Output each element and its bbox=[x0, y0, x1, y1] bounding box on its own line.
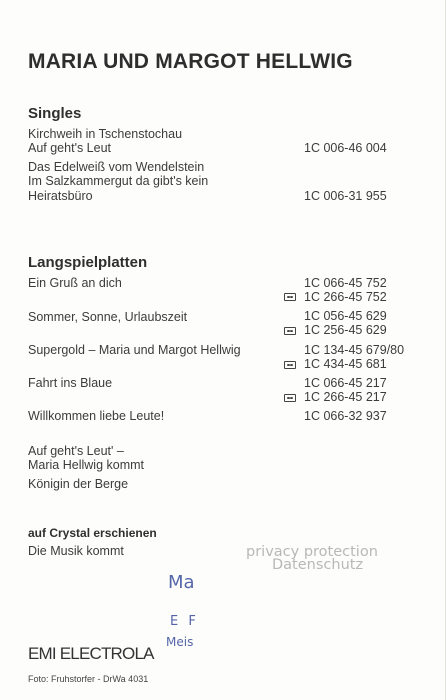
lp-4-cassette: 1C 266-45 217 bbox=[304, 390, 387, 404]
lp-extra-line-1: Auf geht's Leut' – bbox=[28, 444, 124, 458]
cassette-icon bbox=[284, 293, 296, 301]
single-2-line-1: Das Edelweiß vom Wendelstein bbox=[28, 160, 205, 174]
lp-1-catalog: 1C 066-45 752 bbox=[304, 276, 387, 290]
cassette-icon bbox=[284, 327, 296, 335]
cassette-icon bbox=[284, 394, 296, 402]
lp-4-title: Fahrt ins Blaue bbox=[28, 376, 113, 390]
single-2-line-2: Im Salzkammergut da gibt's kein bbox=[28, 174, 209, 188]
lp-extra-line-3: Königin der Berge bbox=[28, 477, 129, 491]
single-1-line-1: Kirchweih in Tschenstochau bbox=[28, 127, 183, 141]
stamp-line-2: E F bbox=[170, 614, 199, 629]
single-2-line-3: Heiratsbüro bbox=[28, 189, 93, 203]
lp-4-catalog: 1C 066-45 217 bbox=[304, 376, 387, 390]
singles-heading: Singles bbox=[28, 105, 82, 122]
single-1-catalog: 1C 006-46 004 bbox=[304, 141, 387, 155]
single-1-line-2: Auf geht's Leut bbox=[28, 141, 112, 155]
crystal-item: Die Musik kommt bbox=[28, 544, 124, 558]
stamp-line-1: Ma bbox=[168, 572, 195, 593]
cassette-icon bbox=[284, 361, 296, 369]
lps-heading: Langspielplatten bbox=[28, 254, 148, 271]
lp-2-title: Sommer, Sonne, Urlaubszeit bbox=[28, 310, 188, 324]
privacy-watermark-line-1: privacy protection bbox=[246, 544, 378, 560]
photo-credit: Foto: Fruhstorfer - DrWa 4031 bbox=[28, 674, 149, 684]
lp-3-title: Supergold – Maria und Margot Hellwig bbox=[28, 343, 241, 357]
lp-2-cassette: 1C 256-45 629 bbox=[304, 323, 387, 337]
privacy-watermark-line-2: Datenschutz bbox=[272, 557, 364, 573]
lp-3-catalog: 1C 134-45 679/80 bbox=[304, 343, 405, 357]
single-2-catalog: 1C 006-31 955 bbox=[304, 189, 387, 203]
lp-2-catalog: 1C 056-45 629 bbox=[304, 309, 387, 323]
lp-5-title: Willkommen liebe Leute! bbox=[28, 409, 165, 423]
lp-3-cassette: 1C 434-45 681 bbox=[304, 357, 387, 371]
page-title: MARIA UND MARGOT HELLWIG bbox=[28, 50, 353, 73]
stamp-line-3: Meis bbox=[166, 635, 194, 649]
lp-extra-line-2: Maria Hellwig kommt bbox=[28, 458, 144, 472]
lp-1-title: Ein Gruß an dich bbox=[28, 276, 122, 290]
lp-5-catalog: 1C 066-32 937 bbox=[304, 409, 387, 423]
crystal-heading: auf Crystal erschienen bbox=[28, 526, 157, 540]
lp-1-cassette: 1C 266-45 752 bbox=[304, 290, 387, 304]
emi-electrola-logo: EMI ELECTROLA bbox=[28, 644, 154, 663]
